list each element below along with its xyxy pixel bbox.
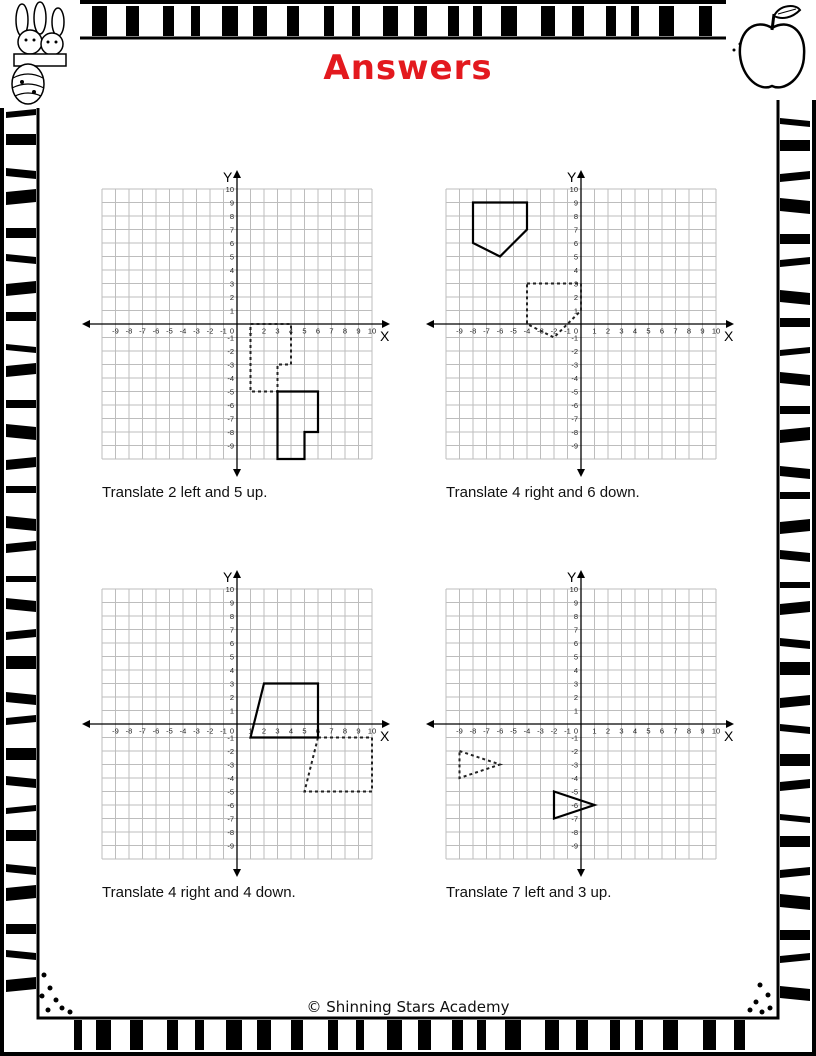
x-tick-label: 8 [342, 326, 348, 336]
x-tick-label: -1 [564, 726, 571, 736]
border-stripe [631, 6, 639, 36]
border-stripe [501, 6, 517, 36]
border-stripe [291, 1020, 303, 1050]
page-title: Answers [323, 48, 493, 88]
border-stripe [253, 6, 267, 36]
y-tick-label: 3 [573, 279, 578, 289]
y-tick-label: 1 [229, 306, 234, 316]
border-stripe [195, 1020, 204, 1050]
border-stripe [6, 885, 36, 901]
border-stripe [780, 427, 810, 443]
border-dot [48, 986, 53, 991]
y-tick-label: -2 [227, 347, 234, 356]
x-tick-label: -3 [537, 326, 544, 336]
border-stripe [448, 6, 459, 36]
x-tick-label: 5 [646, 326, 651, 336]
x-tick-label: -9 [456, 726, 463, 736]
border-stripe [780, 754, 810, 766]
y-tick-label: -7 [227, 814, 234, 824]
x-tick-label: 1 [592, 726, 597, 736]
x-axis-label: X [724, 728, 734, 744]
x-tick-label: 4 [288, 326, 294, 336]
border-stripe [6, 344, 36, 353]
y-tick-label: -3 [571, 760, 578, 770]
border-stripe [780, 372, 810, 386]
y-tick-label: 6 [229, 239, 234, 248]
y-tick-label: 3 [229, 679, 234, 689]
x-tick-label: 5 [302, 326, 307, 336]
border-stripe [352, 6, 360, 36]
border-stripe [780, 466, 810, 479]
x-tick-label: 9 [356, 726, 361, 736]
y-tick-label: -6 [571, 401, 578, 410]
x-tick-label: -4 [523, 326, 531, 336]
x-tick-label: 3 [619, 326, 624, 336]
border-stripe [780, 257, 810, 267]
border-stripe [126, 6, 139, 36]
y-tick-label: -2 [571, 347, 578, 356]
border-stripe [92, 6, 107, 36]
y-tick-label: 8 [573, 612, 578, 621]
y-tick-label: 7 [573, 225, 578, 235]
y-tick-label: 8 [573, 212, 578, 221]
x-tick-label: 6 [315, 326, 321, 336]
border-stripe [167, 1020, 178, 1050]
y-tick-label: -1 [571, 733, 578, 743]
y-tick-label: 2 [229, 293, 234, 302]
border-stripe [6, 541, 36, 553]
border-stripe [163, 6, 174, 36]
x-tick-label: -7 [139, 726, 146, 736]
x-tick-label: -2 [206, 326, 214, 336]
y-tick-label: 1 [573, 706, 578, 716]
border-stripe [780, 662, 810, 675]
x-tick-label: -9 [456, 326, 463, 336]
border-stripe [6, 692, 36, 705]
x-tick-label: -3 [193, 326, 200, 336]
x-tick-label: 10 [711, 326, 721, 336]
border-stripe [780, 118, 810, 127]
x-tick-label: -3 [537, 726, 544, 736]
y-tick-label: 9 [573, 598, 578, 608]
x-tick-label: -1 [220, 326, 227, 336]
y-tick-label: 7 [229, 225, 234, 235]
y-axis-arrow-up [233, 170, 241, 178]
border-stripe [6, 109, 36, 118]
coordinate-grid-2 [424, 168, 734, 468]
border-stripe [780, 724, 810, 734]
border-stripe [780, 867, 810, 878]
border-stripe [610, 1020, 620, 1050]
y-tick-label: 2 [229, 693, 234, 702]
border-stripe [780, 550, 810, 562]
x-tick-label: -6 [152, 326, 160, 336]
y-tick-label: 5 [229, 252, 234, 262]
x-tick-label: 2 [261, 326, 267, 336]
border-stripe [387, 1020, 402, 1050]
border-stripe [6, 977, 36, 992]
x-tick-label: -2 [550, 326, 558, 336]
x-tick-label: 4 [632, 726, 638, 736]
y-tick-label: -8 [571, 428, 578, 437]
border-stripe [452, 1020, 463, 1050]
x-tick-label: -9 [112, 726, 119, 736]
x-tick-label: -8 [125, 726, 133, 736]
y-tick-label: 6 [573, 639, 578, 648]
x-tick-label: 1 [248, 326, 253, 336]
x-tick-label: 1 [248, 726, 253, 736]
x-tick-label: 6 [315, 726, 321, 736]
border-stripe [780, 814, 810, 823]
y-tick-label: 8 [229, 612, 234, 621]
y-tick-label: -4 [227, 374, 234, 383]
border-stripe [6, 281, 36, 296]
border-stripe [6, 424, 36, 440]
border-stripe [130, 1020, 143, 1050]
coordinate-grid-3 [80, 568, 390, 868]
border-stripe [6, 312, 36, 321]
y-tick-label: -5 [571, 787, 578, 797]
y-tick-label: 10 [225, 585, 234, 594]
y-axis-arrow-up [577, 570, 585, 578]
x-tick-label: 8 [686, 726, 692, 736]
x-tick-label: -4 [179, 326, 187, 336]
x-tick-label: 10 [367, 326, 377, 336]
x-tick-label: 7 [329, 726, 334, 736]
y-tick-label: 1 [229, 706, 234, 716]
y-tick-label: -6 [571, 801, 578, 810]
border-stripe [780, 492, 810, 499]
x-tick-label: 3 [619, 726, 624, 736]
x-tick-label: 2 [605, 726, 611, 736]
y-tick-label: -7 [571, 814, 578, 824]
x-axis-arrow-left [426, 720, 434, 728]
x-tick-label: -9 [112, 326, 119, 336]
border-stripe [780, 234, 810, 244]
border-stripe [663, 1020, 678, 1050]
y-tick-label: -7 [227, 414, 234, 424]
x-axis-label: X [724, 328, 734, 344]
y-tick-label: 4 [573, 266, 578, 275]
border-stripe [6, 805, 36, 814]
copyright-footer: © Shinning Stars Academy [306, 998, 510, 1016]
y-tick-label: 9 [229, 598, 234, 608]
y-tick-label: -9 [227, 841, 234, 851]
y-tick-label: -2 [571, 747, 578, 756]
y-axis-label: Y [223, 569, 233, 585]
x-tick-label: 2 [261, 726, 267, 736]
y-tick-label: -8 [227, 828, 234, 837]
y-tick-label: -3 [571, 360, 578, 370]
border-stripe [780, 290, 810, 305]
y-tick-label: 3 [573, 679, 578, 689]
y-tick-label: 10 [569, 585, 578, 594]
border-stripe [6, 134, 36, 145]
border-stripe [545, 1020, 559, 1050]
x-tick-label: -4 [523, 726, 531, 736]
x-tick-label: -1 [220, 726, 227, 736]
origin-label: 0 [229, 326, 234, 336]
border-stripe [356, 1020, 364, 1050]
border-stripe [418, 1020, 431, 1050]
border-dot [766, 993, 771, 998]
border-stripe [222, 6, 238, 36]
border-stripe [324, 6, 334, 36]
border-stripe [780, 894, 810, 910]
border-stripe [6, 516, 36, 531]
border-stripe [699, 6, 712, 36]
y-tick-label: -5 [227, 787, 234, 797]
border-stripe [477, 1020, 486, 1050]
translated-image-shape [251, 324, 292, 392]
border-stripe [6, 576, 36, 582]
border-stripe [6, 457, 36, 470]
border-stripe [6, 830, 36, 841]
x-tick-label: -8 [125, 326, 133, 336]
border-dot [42, 973, 47, 978]
y-axis-arrow-up [577, 170, 585, 178]
x-tick-label: 4 [632, 326, 638, 336]
x-tick-label: -3 [193, 726, 200, 736]
x-tick-label: 7 [673, 326, 678, 336]
x-axis-arrow-left [426, 320, 434, 328]
border-stripe [780, 582, 810, 588]
y-tick-label: 4 [229, 666, 234, 675]
border-stripe [6, 715, 36, 725]
border-stripe [780, 406, 810, 414]
origin-label: 0 [573, 726, 578, 736]
y-tick-label: 5 [573, 652, 578, 662]
border-dot [758, 983, 763, 988]
border-stripe [734, 1020, 745, 1050]
border-stripe [383, 6, 398, 36]
y-tick-label: -7 [571, 414, 578, 424]
x-tick-label: -8 [469, 726, 477, 736]
border-stripe [226, 1020, 242, 1050]
border-stripe [6, 950, 36, 960]
border-stripe [6, 748, 36, 760]
border-stripe [414, 6, 427, 36]
x-tick-label: 8 [342, 726, 348, 736]
border-stripe [6, 776, 36, 788]
x-tick-label: 5 [302, 726, 307, 736]
y-tick-label: -9 [571, 441, 578, 451]
border-stripe [6, 254, 36, 264]
border-stripe [6, 924, 36, 934]
y-tick-label: -4 [571, 374, 578, 383]
border-stripe [74, 1020, 82, 1050]
border-stripe [780, 318, 810, 327]
y-tick-label: 10 [225, 185, 234, 194]
border-stripe [780, 347, 810, 356]
x-tick-label: -1 [564, 326, 571, 336]
x-tick-label: -5 [166, 726, 173, 736]
border-stripe [287, 6, 299, 36]
x-tick-label: -2 [550, 726, 558, 736]
x-tick-label: -5 [166, 326, 173, 336]
border-stripe [780, 638, 810, 649]
border-stripe [572, 6, 584, 36]
border-stripe [780, 779, 810, 791]
x-tick-label: -4 [179, 726, 187, 736]
border-stripe [6, 598, 36, 612]
y-tick-label: -3 [227, 360, 234, 370]
border-stripe [6, 486, 36, 493]
y-tick-label: -5 [227, 387, 234, 397]
y-axis-label: Y [567, 569, 577, 585]
y-tick-label: -2 [227, 747, 234, 756]
y-axis-label: Y [223, 169, 233, 185]
x-tick-label: -7 [483, 726, 490, 736]
x-tick-label: 10 [711, 726, 721, 736]
border-stripe [6, 864, 36, 875]
border-stripe [6, 363, 36, 377]
border-stripe [780, 140, 810, 151]
y-tick-label: -4 [227, 774, 234, 783]
x-tick-label: -7 [483, 326, 490, 336]
border-stripe [6, 228, 36, 238]
x-tick-label: 1 [592, 326, 597, 336]
y-tick-label: -6 [227, 801, 234, 810]
y-tick-label: -1 [227, 333, 234, 343]
y-tick-label: 5 [573, 252, 578, 262]
border-stripe [780, 519, 810, 534]
border-stripe [780, 171, 810, 182]
x-tick-label: 3 [275, 726, 280, 736]
y-tick-label: -8 [227, 428, 234, 437]
border-stripe [473, 6, 482, 36]
y-tick-label: -9 [227, 441, 234, 451]
border-stripe [780, 930, 810, 940]
x-tick-label: -8 [469, 326, 477, 336]
x-tick-label: 7 [673, 726, 678, 736]
y-tick-label: -1 [227, 733, 234, 743]
y-tick-label: 5 [229, 652, 234, 662]
border-stripe [191, 6, 200, 36]
y-tick-label: 2 [573, 293, 578, 302]
y-tick-label: 6 [573, 239, 578, 248]
y-tick-label: 4 [229, 266, 234, 275]
x-axis-label: X [380, 328, 390, 344]
border-stripe [6, 400, 36, 408]
border-stripe [780, 198, 810, 214]
y-tick-label: 9 [229, 198, 234, 208]
x-tick-label: 5 [646, 726, 651, 736]
x-tick-label: -7 [139, 326, 146, 336]
y-tick-label: 4 [573, 666, 578, 675]
border-stripe [6, 656, 36, 669]
border-stripe [635, 1020, 643, 1050]
x-tick-label: -5 [510, 326, 517, 336]
coordinate-grid-1 [80, 168, 390, 468]
y-tick-label: -6 [227, 401, 234, 410]
x-axis-arrow-left [82, 320, 90, 328]
y-tick-label: 6 [229, 639, 234, 648]
origin-label: 0 [573, 326, 578, 336]
x-tick-label: 6 [659, 726, 665, 736]
x-axis-label: X [380, 728, 390, 744]
y-tick-label: 3 [229, 279, 234, 289]
y-tick-label: 7 [573, 625, 578, 635]
instruction-4: Translate 7 left and 3 up. [446, 884, 612, 901]
border-stripe [6, 168, 36, 179]
x-tick-label: -6 [152, 726, 160, 736]
border-stripe [576, 1020, 588, 1050]
x-axis-arrow-left [82, 720, 90, 728]
x-tick-label: 9 [700, 326, 705, 336]
x-tick-label: 7 [329, 326, 334, 336]
x-tick-label: -6 [496, 326, 504, 336]
y-tick-label: -8 [571, 828, 578, 837]
x-tick-label: -2 [206, 726, 214, 736]
border-stripe [703, 1020, 716, 1050]
y-tick-label: 7 [229, 625, 234, 635]
y-tick-label: -3 [227, 760, 234, 770]
x-tick-label: 6 [659, 326, 665, 336]
coordinate-grid-4 [424, 568, 734, 868]
x-tick-label: 3 [275, 326, 280, 336]
border-stripe [780, 601, 810, 615]
original-shape [278, 392, 319, 460]
border-stripe [606, 6, 616, 36]
border-stripe [6, 189, 36, 205]
instruction-3: Translate 4 right and 4 down. [102, 884, 296, 901]
x-tick-label: 10 [367, 726, 377, 736]
instruction-2: Translate 4 right and 6 down. [446, 484, 640, 501]
y-tick-label: 1 [573, 306, 578, 316]
y-tick-label: 8 [229, 212, 234, 221]
instruction-1: Translate 2 left and 5 up. [102, 484, 268, 501]
y-axis-label: Y [567, 169, 577, 185]
y-tick-label: -5 [571, 387, 578, 397]
y-tick-label: 2 [573, 693, 578, 702]
border-stripe [780, 695, 810, 708]
border-stripe [257, 1020, 271, 1050]
border-stripe [780, 836, 810, 847]
y-tick-label: 9 [573, 198, 578, 208]
border-stripe [780, 953, 810, 963]
border-stripe [328, 1020, 338, 1050]
origin-label: 0 [229, 726, 234, 736]
border-stripe [541, 6, 555, 36]
y-tick-label: -4 [571, 774, 578, 783]
border-stripe [505, 1020, 521, 1050]
border-stripe [6, 629, 36, 640]
border-stripe [659, 6, 674, 36]
y-tick-label: -9 [571, 841, 578, 851]
y-axis-arrow-up [233, 570, 241, 578]
y-tick-label: -1 [571, 333, 578, 343]
x-tick-label: -5 [510, 726, 517, 736]
x-tick-label: 2 [605, 326, 611, 336]
x-tick-label: 9 [700, 726, 705, 736]
x-tick-label: 9 [356, 326, 361, 336]
x-tick-label: 4 [288, 726, 294, 736]
border-stripe [96, 1020, 111, 1050]
y-tick-label: 10 [569, 185, 578, 194]
x-tick-label: -6 [496, 726, 504, 736]
x-tick-label: 8 [686, 326, 692, 336]
